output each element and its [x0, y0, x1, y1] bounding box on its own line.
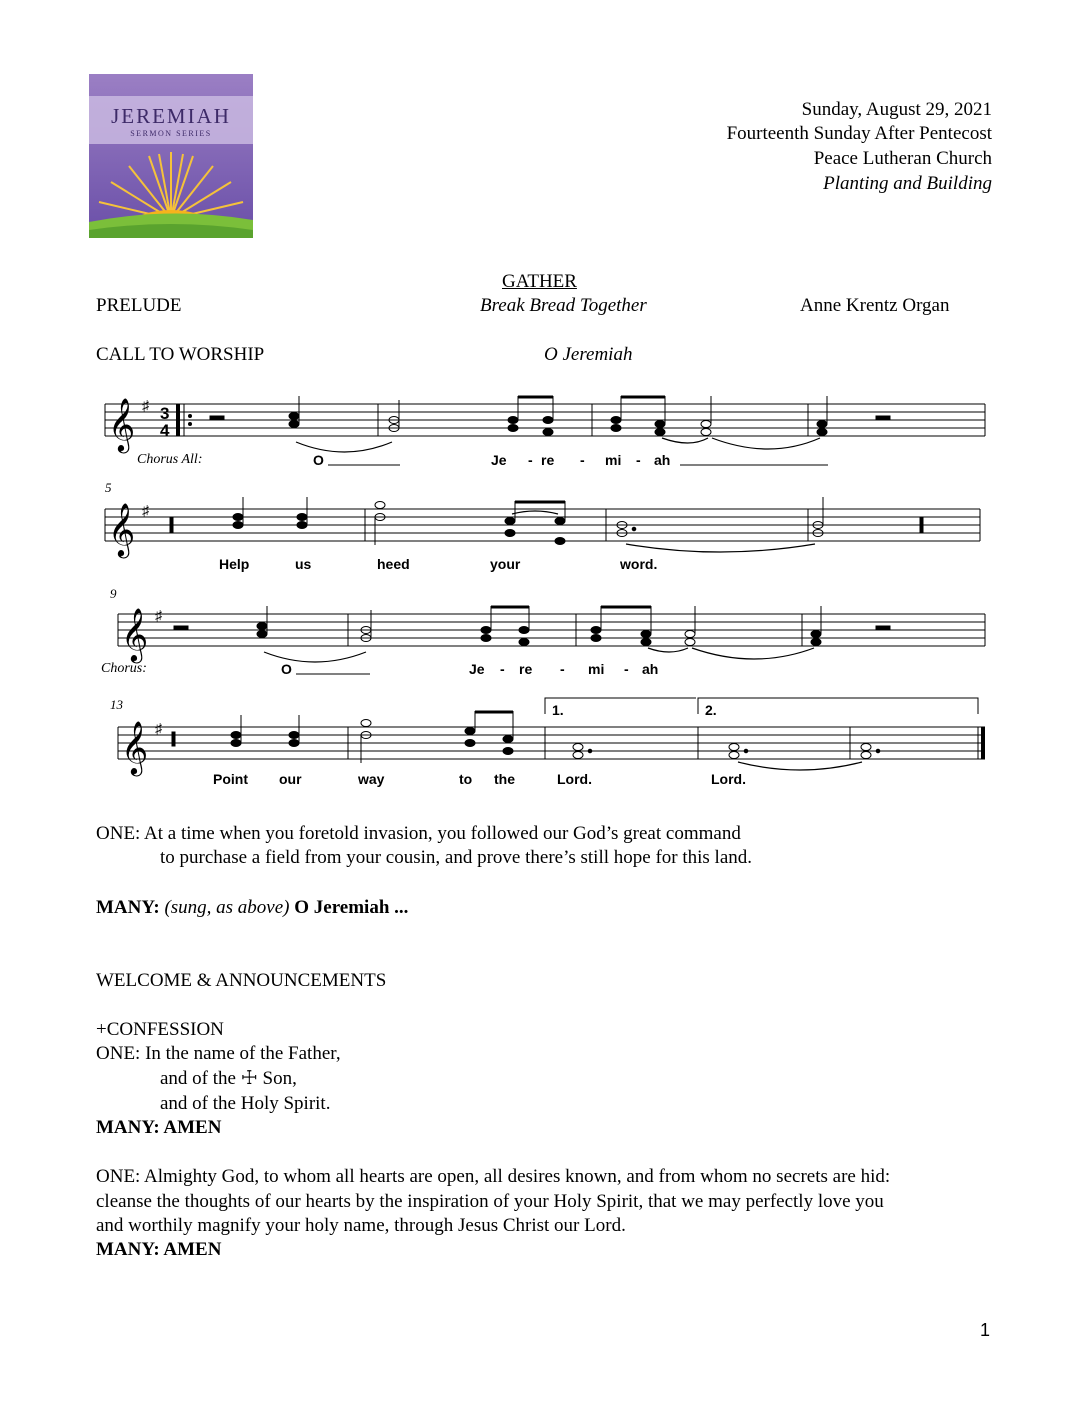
lyric-point: Point [213, 771, 248, 787]
lyric-je: Je [469, 661, 485, 677]
lyric-mi: mi [605, 452, 622, 468]
measure-number-13: 13 [110, 697, 123, 712]
sermon-theme: Planting and Building [823, 173, 992, 194]
logo-subtitle: SERMON SERIES [130, 129, 212, 138]
lyric-ah: ah [642, 661, 659, 677]
lyric-heed: heed [377, 556, 410, 572]
prelude-performer: Anne Krentz Organ [800, 295, 950, 316]
lyric-word: word. [620, 556, 658, 572]
treble-clef-icon: 𝄞 [121, 608, 149, 660]
ending-2: 2. [705, 702, 717, 718]
prayer-line-3: and worthily magnify your holy name, through Jesus Christ our Lord. [96, 1215, 626, 1236]
lyric-hyphen: - [636, 452, 641, 468]
prelude-label: PRELUDE [96, 295, 182, 316]
sheet-music [0, 380, 1088, 800]
prayer-line-2: cleanse the thoughts of our hearts by the inspiration of your Holy Spirit, that we may perfectly love you [96, 1191, 884, 1212]
service-date: Sunday, August 29, 2021 [801, 99, 992, 120]
sharp-icon: ♯ [142, 397, 149, 413]
lyric-je: Je [491, 452, 507, 468]
confession-line-3: and of the Holy Spirit. [160, 1093, 331, 1114]
welcome-heading: WELCOME & ANNOUNCEMENTS [96, 970, 387, 991]
lyric-your: your [490, 556, 521, 572]
half-rest-icon [210, 416, 224, 420]
church-name: Peace Lutheran Church [813, 148, 992, 169]
page-number: 1 [979, 1320, 990, 1340]
sharp-icon: ♯ [155, 607, 162, 623]
lyric-hyphen: - [560, 661, 565, 677]
lyric-to: to [459, 771, 473, 787]
lyric-re: re [541, 452, 555, 468]
lyric-way: way [358, 771, 385, 787]
chorus-label-2: Chorus: [101, 661, 147, 676]
lyric-hyphen: - [500, 661, 505, 677]
lyric-hyphen: - [624, 661, 629, 677]
lyric-re: re [519, 661, 533, 677]
staff-notation [0, 380, 1088, 800]
treble-clef-icon: 𝄞 [121, 721, 149, 773]
many-text: O Jeremiah ... [294, 897, 409, 918]
measure-number-9: 9 [110, 586, 117, 601]
lyric-o: O [313, 452, 324, 468]
confession-line-1: ONE: In the name of the Father, [96, 1043, 341, 1064]
ending-1: 1. [552, 702, 564, 718]
prayer-line-1: ONE: Almighty God, to whom all hearts are open, all desires known, and from whom no secrets are hid: [96, 1166, 891, 1187]
many-note: (sung, as above) [164, 897, 290, 918]
time-signature-top: 3 [160, 404, 170, 423]
treble-clef-icon: 𝄞 [108, 503, 136, 555]
lyric-the: the [494, 771, 515, 787]
lyric-help: Help [219, 556, 250, 572]
treble-clef-icon: 𝄞 [108, 398, 136, 450]
lyric-ah: ah [654, 452, 671, 468]
sharp-icon: ♯ [142, 502, 149, 518]
time-signature-bottom: 4 [160, 421, 170, 440]
confession-response: MANY: AMEN [96, 1117, 222, 1138]
measure-number-5: 5 [105, 480, 112, 495]
congregation-response-sung [96, 896, 408, 920]
lyric-our: our [279, 771, 302, 787]
confession-line-2: and of the ☩ Son, [160, 1068, 297, 1089]
lyric-o: O [281, 661, 292, 677]
service-occasion: Fourteenth Sunday After Pentecost [726, 123, 992, 144]
logo-graphic [89, 74, 253, 238]
many-label: MANY: [96, 897, 160, 918]
lyric-hyphen: - [580, 452, 585, 468]
leader-line-1: ONE: At a time when you foretold invasion, you followed our God’s great command [96, 823, 741, 844]
lyric-lord-2: Lord. [711, 771, 746, 787]
prayer-response: MANY: AMEN [96, 1239, 222, 1260]
confession-heading: +CONFESSION [96, 1019, 224, 1040]
section-heading-gather: GATHER [502, 271, 577, 292]
sharp-icon: ♯ [155, 720, 162, 736]
lyric-us: us [295, 556, 312, 572]
lyric-hyphen: - [528, 452, 533, 468]
lyric-mi: mi [588, 661, 605, 677]
sermon-series-logo [89, 74, 253, 238]
chorus-label-1: Chorus All: [137, 452, 203, 467]
call-to-worship-label: CALL TO WORSHIP [96, 344, 265, 365]
leader-line-2: to purchase a field from your cousin, and prove there’s still hope for this land. [160, 847, 753, 868]
call-to-worship-title: O Jeremiah [544, 344, 633, 365]
lyric-lord-1: Lord. [557, 771, 592, 787]
prelude-title: Break Bread Together [480, 295, 647, 316]
logo-title: JEREMIAH [111, 104, 231, 128]
